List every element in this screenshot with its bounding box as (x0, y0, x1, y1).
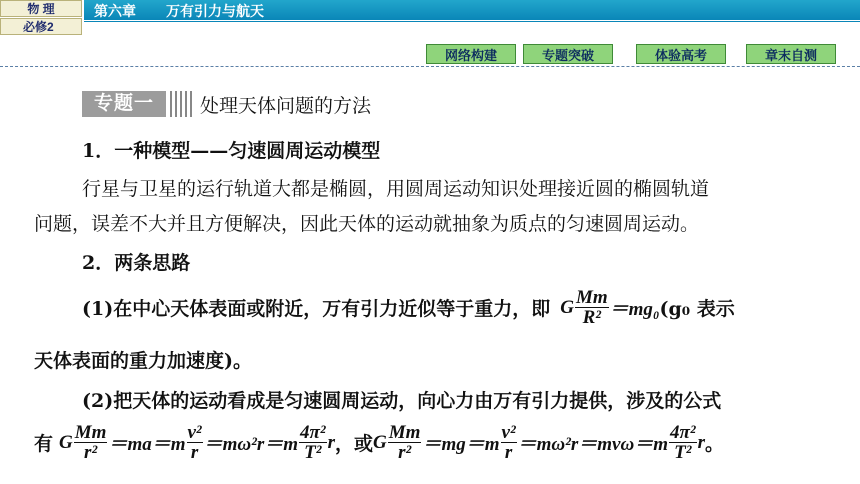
header-divider (84, 21, 860, 22)
dashed-divider (0, 66, 860, 67)
paragraph-2-text: (1)在中心天体表面或附近，万有引力近似等于重力，即 (82, 298, 551, 320)
paragraph-1-line-1: 行星与卫星的运行轨道大都是椭圆，用圆周运动知识处理接近圆的椭圆轨道 (82, 178, 710, 200)
heading-2: 2．两条思路 (82, 252, 191, 274)
paragraph-2-tail: (g₀ 表示 (659, 298, 735, 320)
heading-1: 1．一种模型——匀速圆周运动模型 (82, 140, 381, 162)
nav-button-exam[interactable]: 体验高考 (636, 44, 726, 64)
paragraph-2-line-2: 天体表面的重力加速度)。 (34, 350, 252, 372)
topic-heading (82, 91, 371, 117)
chapter-bar (84, 0, 860, 20)
formula-a: G $\frac{Mm}{\text{r²}}$ ＝ma＝m $\frac{\text{v²}}{r}$ ＝mω²r＝m $\frac{\text{4π²}}{\text{T²}}$ r (59, 422, 336, 463)
paragraph-3-mid: ，或 (335, 433, 374, 455)
topic-badge: 专题一 (82, 91, 166, 117)
paragraph-2-line-1 (82, 288, 735, 327)
gravity-formula: G $\frac{Mm}{\text{R²}}$ ＝mg₀ (560, 287, 660, 328)
badge-stripes (170, 91, 192, 117)
header (0, 0, 860, 36)
nav-button-network[interactable]: 网络构建 (426, 44, 516, 64)
nav-button-topics[interactable]: 专题突破 (523, 44, 613, 64)
paragraph-1-line-2: 问题，误差不大并且方便解决，因此天体的运动就抽象为质点的匀速圆周运动。 (34, 213, 700, 235)
chapter-number: 第六章 (94, 3, 136, 19)
paragraph-3-end: 。 (704, 433, 724, 455)
paragraph-3-prefix: 有 (34, 433, 54, 455)
topic-title: 处理天体问题的方法 (200, 94, 372, 117)
nav-button-selftest[interactable]: 章末自测 (746, 44, 836, 64)
subject-tag: 物 理 (0, 0, 82, 17)
paragraph-3-line-2 (34, 423, 724, 462)
formula-b: G $\frac{Mm}{\text{r²}}$ ＝mg＝m $\frac{\text{v²}}{r}$ ＝mω²r＝mvω＝m $\frac{\text{4π²}}{\text{T²}}$ r (373, 422, 705, 463)
book-tag: 必修2 (0, 18, 82, 35)
chapter-title: 万有引力与航天 (166, 3, 264, 19)
paragraph-3-line-1: (2)把天体的运动看成是匀速圆周运动，向心力由万有引力提供，涉及的公式 (82, 390, 722, 412)
